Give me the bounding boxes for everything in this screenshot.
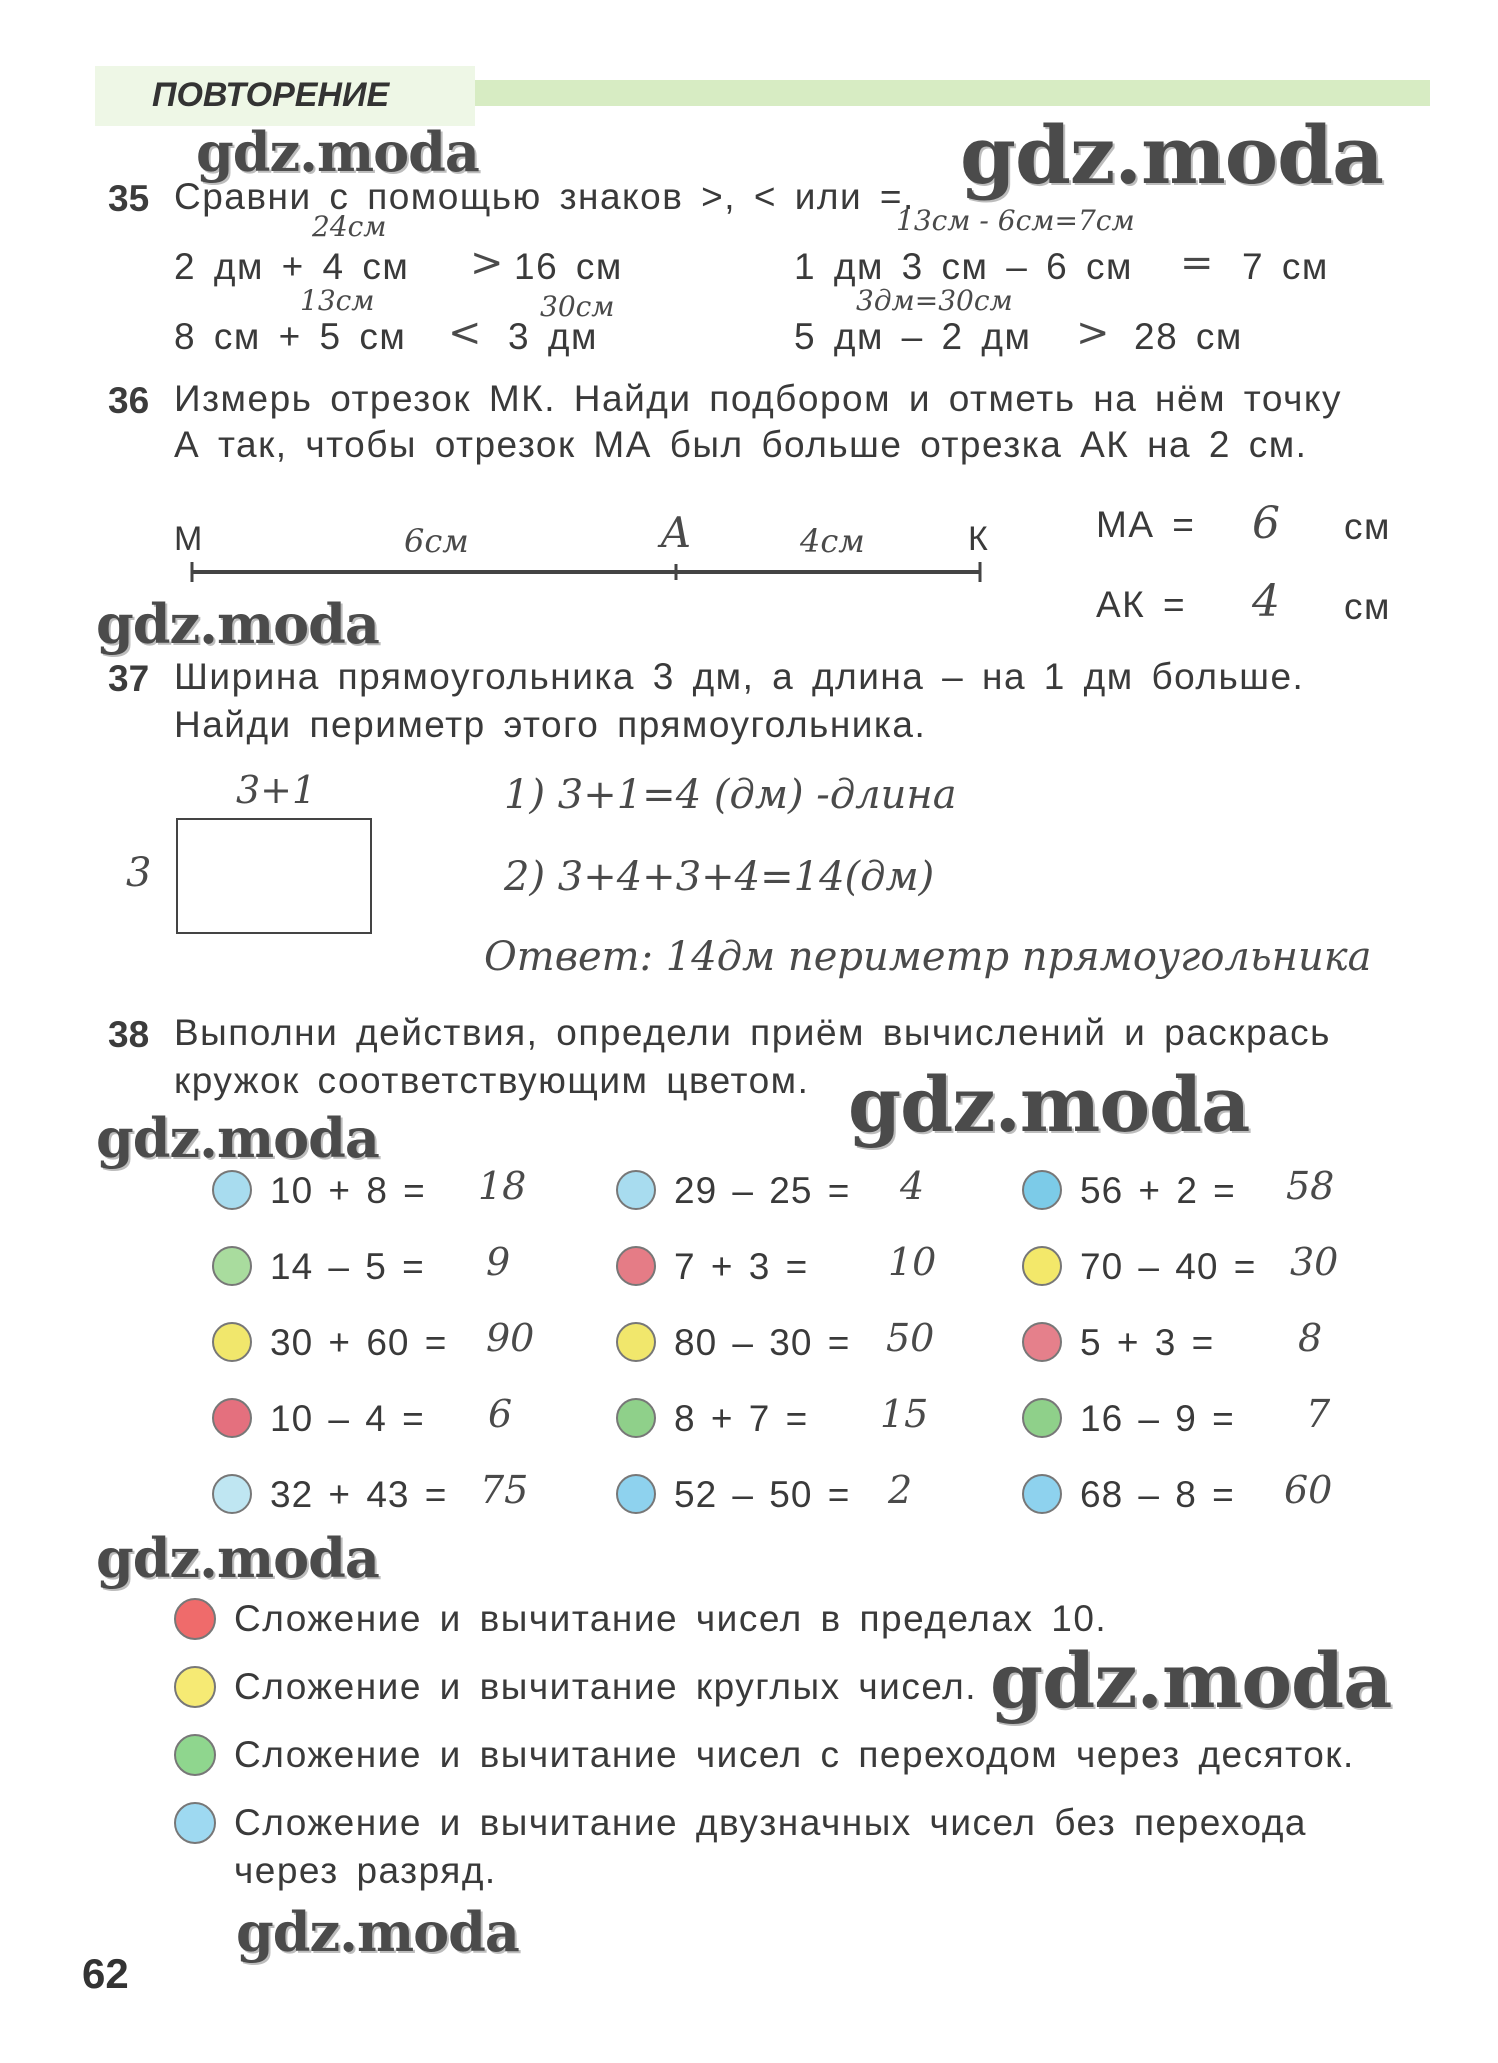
- color-circle[interactable]: [212, 1246, 252, 1286]
- unit-label: см: [1344, 506, 1391, 547]
- answer: 6: [488, 1392, 513, 1436]
- exercise-number: 35: [108, 178, 150, 219]
- exercise-task: Найди периметр этого прямоугольника.: [174, 704, 927, 745]
- expression: 10 – 4 =: [270, 1398, 425, 1439]
- exercise-task: Измерь отрезок МК. Найди подбором и отметь на нём точку: [174, 378, 1342, 419]
- comparison-left: 5 дм – 2 дм: [794, 316, 1032, 357]
- watermark: gdz.moda: [848, 1060, 1250, 1149]
- expression: 8 + 7 =: [674, 1398, 809, 1439]
- exercise-task: Сравни с помощью знаков >, < или =.: [174, 176, 915, 217]
- expression: 56 + 2 =: [1080, 1170, 1236, 1211]
- expression: 14 – 5 =: [270, 1246, 425, 1287]
- answer: 4: [900, 1164, 925, 1208]
- legend-dot-red: [174, 1598, 216, 1640]
- page-number: 62: [82, 1950, 129, 1997]
- answer: 8: [1298, 1316, 1323, 1360]
- comparison-sign: >: [1076, 310, 1110, 356]
- color-circle[interactable]: [212, 1398, 252, 1438]
- color-circle[interactable]: [616, 1322, 656, 1362]
- expression: 5 + 3 =: [1080, 1322, 1215, 1363]
- color-circle[interactable]: [616, 1246, 656, 1286]
- watermark: gdz.moda: [196, 120, 479, 184]
- color-circle[interactable]: [616, 1398, 656, 1438]
- legend-text: Сложение и вычитание чисел в пределах 10.: [234, 1598, 1108, 1639]
- watermark: gdz.moda: [96, 1526, 379, 1590]
- color-circle[interactable]: [1022, 1246, 1062, 1286]
- exercise-task: кружок соответствующим цветом.: [174, 1060, 810, 1101]
- rectangle-drawing: [176, 818, 372, 934]
- section-title: ПОВТОРЕНИЕ: [152, 76, 390, 114]
- solution-step: 1) 3+1=4 (дм) -длина: [504, 772, 957, 818]
- expression: 16 – 9 =: [1080, 1398, 1235, 1439]
- watermark: gdz.moda: [96, 1106, 379, 1170]
- answer: 7: [1306, 1392, 1331, 1436]
- segment-length: 6см: [404, 522, 469, 560]
- answer: 15: [880, 1392, 929, 1436]
- expression: 70 – 40 =: [1080, 1246, 1257, 1287]
- comparison-sign: <: [448, 310, 482, 356]
- color-circle[interactable]: [212, 1474, 252, 1514]
- expression: 80 – 30 =: [674, 1322, 851, 1363]
- exercise-task: А так, чтобы отрезок МА был больше отрезка АК на 2 см.: [174, 424, 1308, 465]
- handwritten-note: 24см: [312, 210, 387, 243]
- comparison-right: 7 см: [1242, 246, 1329, 287]
- point-label-a: А: [660, 508, 692, 557]
- segment-mk: [180, 560, 990, 584]
- legend-text: Сложение и вычитание двузначных чисел без перехода: [234, 1802, 1307, 1843]
- expression: 30 + 60 =: [270, 1322, 448, 1363]
- legend-text: Сложение и вычитание чисел с переходом через десяток.: [234, 1734, 1355, 1775]
- answer: 60: [1284, 1468, 1333, 1512]
- color-circle[interactable]: [616, 1170, 656, 1210]
- watermark: gdz.moda: [960, 108, 1383, 202]
- ma-value: 6: [1252, 498, 1280, 549]
- color-circle[interactable]: [616, 1474, 656, 1514]
- handwritten-note: 3дм=30см: [856, 284, 1013, 317]
- comparison-left: 8 см + 5 см: [174, 316, 407, 357]
- legend-dot-yellow: [174, 1666, 216, 1708]
- answer: 2: [888, 1468, 913, 1512]
- comparison-right: 28 см: [1134, 316, 1243, 357]
- point-label-k: К: [968, 520, 988, 558]
- color-circle[interactable]: [1022, 1474, 1062, 1514]
- point-label-m: М: [174, 520, 203, 558]
- legend-text: через разряд.: [234, 1850, 497, 1891]
- expression: 32 + 43 =: [270, 1474, 448, 1515]
- comparison-left: 1 дм 3 см – 6 см: [794, 246, 1133, 287]
- expression: 52 – 50 =: [674, 1474, 851, 1515]
- answer: 18: [478, 1164, 527, 1208]
- answer: 10: [888, 1240, 937, 1284]
- exercise-task: Ширина прямоугольника 3 дм, а длина – на 1 дм больше.: [174, 656, 1305, 697]
- answer: 50: [886, 1316, 935, 1360]
- comparison-left: 2 дм + 4 см: [174, 246, 410, 287]
- header-band: [470, 80, 1430, 106]
- segment-length: 4см: [800, 522, 865, 560]
- handwritten-note: 30см: [540, 290, 615, 323]
- expression: 29 – 25 =: [674, 1170, 851, 1211]
- color-circle[interactable]: [212, 1170, 252, 1210]
- answer: 75: [480, 1468, 529, 1512]
- legend-dot-green: [174, 1734, 216, 1776]
- answer: 58: [1286, 1164, 1335, 1208]
- legend-text: Сложение и вычитание круглых чисел.: [234, 1666, 978, 1707]
- answer: 90: [486, 1316, 535, 1360]
- color-circle[interactable]: [1022, 1398, 1062, 1438]
- legend-dot-blue: [174, 1802, 216, 1844]
- color-circle[interactable]: [212, 1322, 252, 1362]
- comparison-sign: >: [470, 240, 504, 286]
- watermark: gdz.moda: [990, 1636, 1392, 1725]
- rect-side-label: 3: [126, 850, 152, 896]
- color-circle[interactable]: [1022, 1322, 1062, 1362]
- expression: 7 + 3 =: [674, 1246, 809, 1287]
- expression: 10 + 8 =: [270, 1170, 426, 1211]
- exercise-number: 38: [108, 1014, 150, 1055]
- exercise-number: 37: [108, 658, 150, 699]
- watermark: gdz.moda: [96, 592, 379, 656]
- answer: 30: [1290, 1240, 1339, 1284]
- ak-label: АК =: [1096, 584, 1187, 625]
- comparison-right: 16 см: [514, 246, 623, 287]
- expression: 68 – 8 =: [1080, 1474, 1235, 1515]
- answer-line: Ответ: 14дм периметр прямоугольника: [484, 934, 1372, 980]
- solution-step: 2) 3+4+3+4=14(дм): [504, 854, 935, 900]
- comparison-sign: =: [1180, 240, 1214, 286]
- exercise-number: 36: [108, 380, 150, 421]
- unit-label: см: [1344, 586, 1391, 627]
- comparison-right: 3 дм: [508, 316, 598, 357]
- watermark: gdz.moda: [236, 1900, 519, 1964]
- exercise-task: Выполни действия, определи приём вычислений и раскрась: [174, 1012, 1331, 1053]
- handwritten-note: 13см - 6см=7см: [896, 204, 1135, 237]
- handwritten-note: 13см: [300, 284, 375, 317]
- ak-value: 4: [1252, 576, 1280, 627]
- ma-label: МА =: [1096, 504, 1196, 545]
- color-circle[interactable]: [1022, 1170, 1062, 1210]
- rect-top-label: 3+1: [236, 768, 317, 812]
- answer: 9: [486, 1240, 511, 1284]
